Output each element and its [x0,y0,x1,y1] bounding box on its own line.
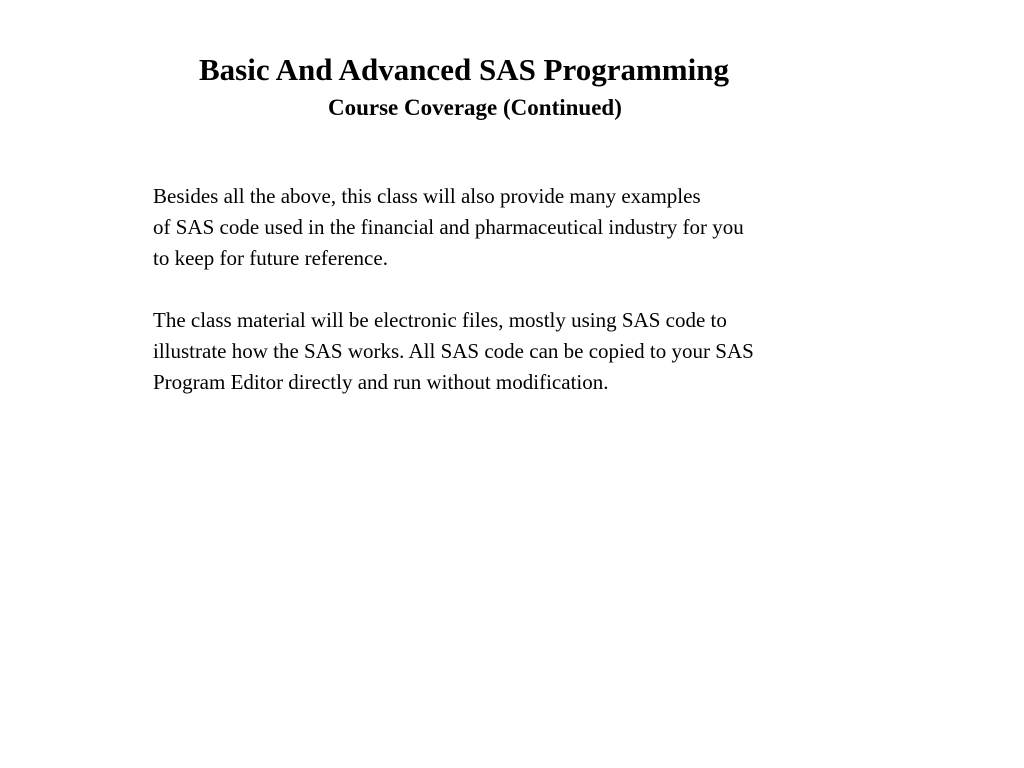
paragraph-line: of SAS code used in the financial and pharmaceutical industry for you [153,215,744,239]
paragraph-line: Besides all the above, this class will also provide many examples [153,184,701,208]
slide-subtitle: Course Coverage (Continued) [328,95,622,120]
paragraph-line: illustrate how the SAS works. All SAS code can be copied to your SAS [153,339,754,363]
paragraph-examples [153,181,744,274]
paragraph-class-material [153,305,754,398]
paragraph-line: to keep for future reference. [153,246,388,270]
slide-title: Basic And Advanced SAS Programming [199,52,729,87]
paragraph-line: The class material will be electronic files, mostly using SAS code to [153,308,727,332]
paragraph-line: Program Editor directly and run without modification. [153,370,609,394]
